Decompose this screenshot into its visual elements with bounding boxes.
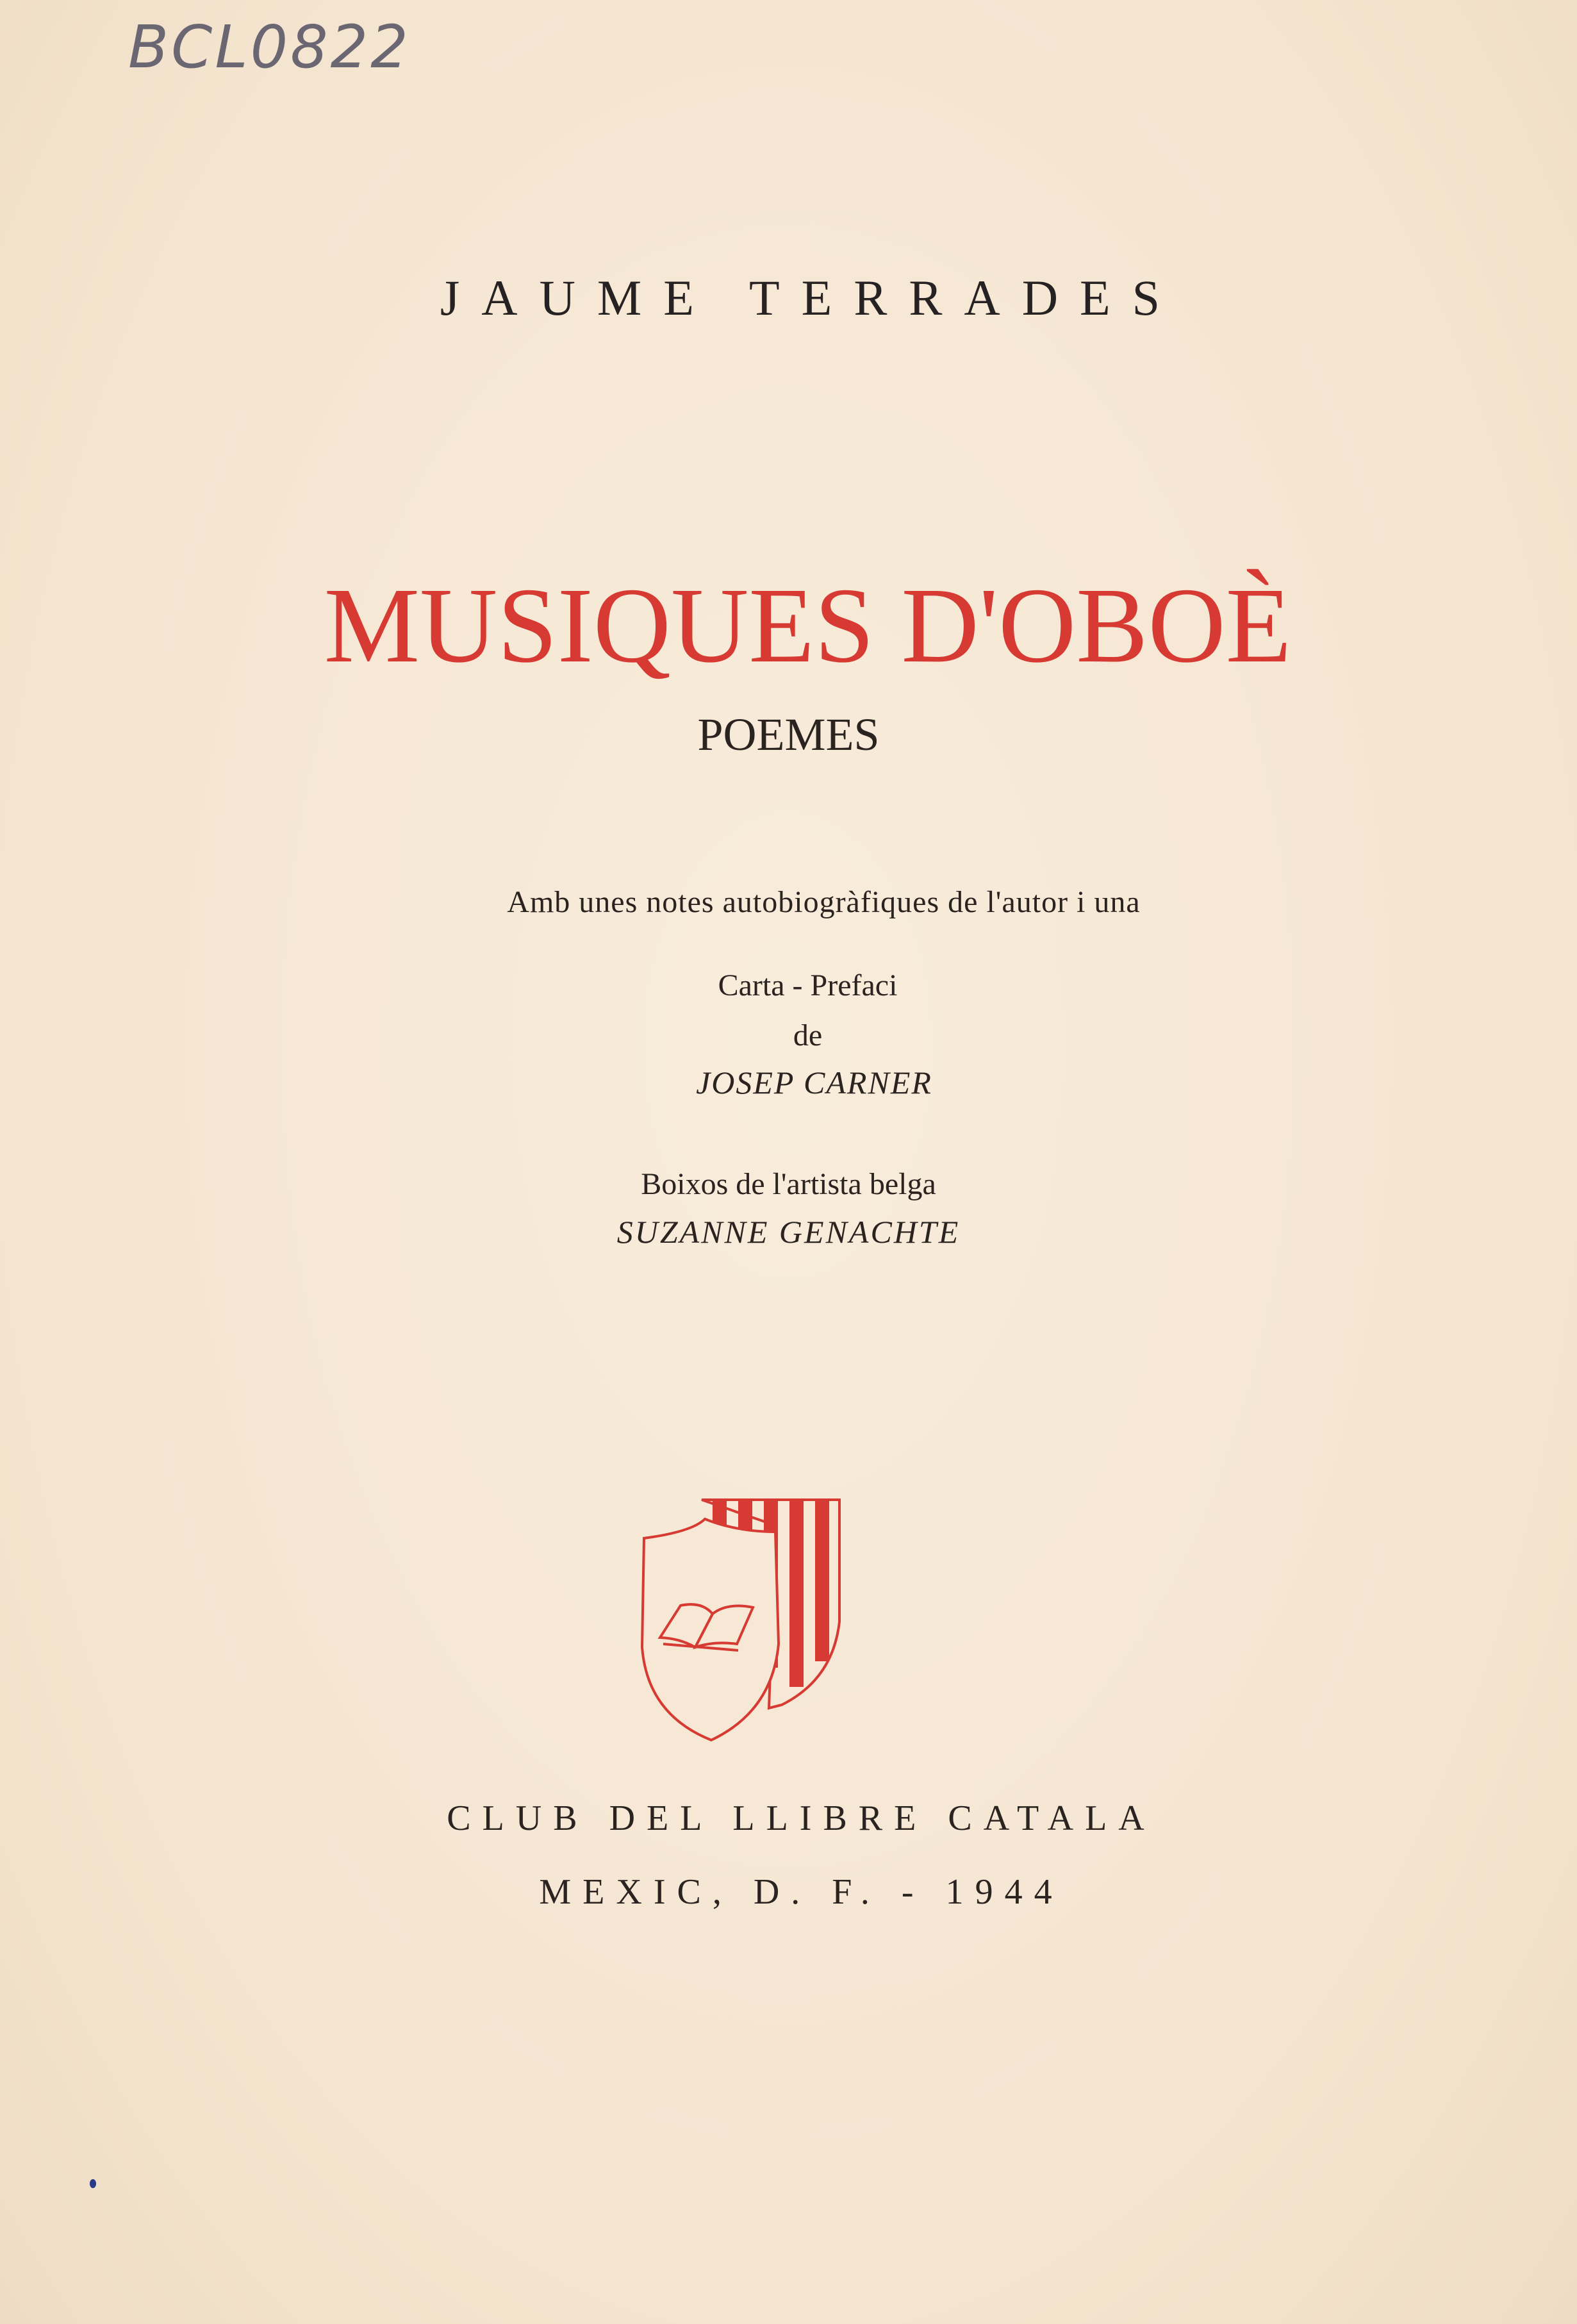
carta-line: Carta - Prefaci	[718, 968, 898, 1002]
publisher-name: CLUB DEL LLIBRE CATALA	[447, 1798, 1156, 1838]
notes-line: Amb unes notes autobiogràfiques de l'autor i una	[507, 885, 1141, 919]
illustrations-line: Boixos de l'artista belga	[641, 1167, 936, 1201]
de-line: de	[793, 1018, 823, 1052]
book-title: MUSIQUES D'OBOÈ	[324, 566, 1292, 685]
publisher-emblem-icon	[641, 1487, 852, 1750]
ink-speck	[90, 2179, 96, 2188]
preface-author: JOSEP CARNER	[696, 1065, 932, 1100]
handwritten-shelfmark: BCL0822	[128, 13, 411, 81]
place-and-date: MEXIC, D. F. - 1944	[539, 1872, 1064, 1912]
illustrator-name: SUZANNE GENACHTE	[616, 1214, 961, 1250]
author-name: JAUME TERRADES	[440, 270, 1182, 326]
book-subtitle: POEMES	[697, 709, 880, 760]
book-shield	[642, 1519, 779, 1740]
